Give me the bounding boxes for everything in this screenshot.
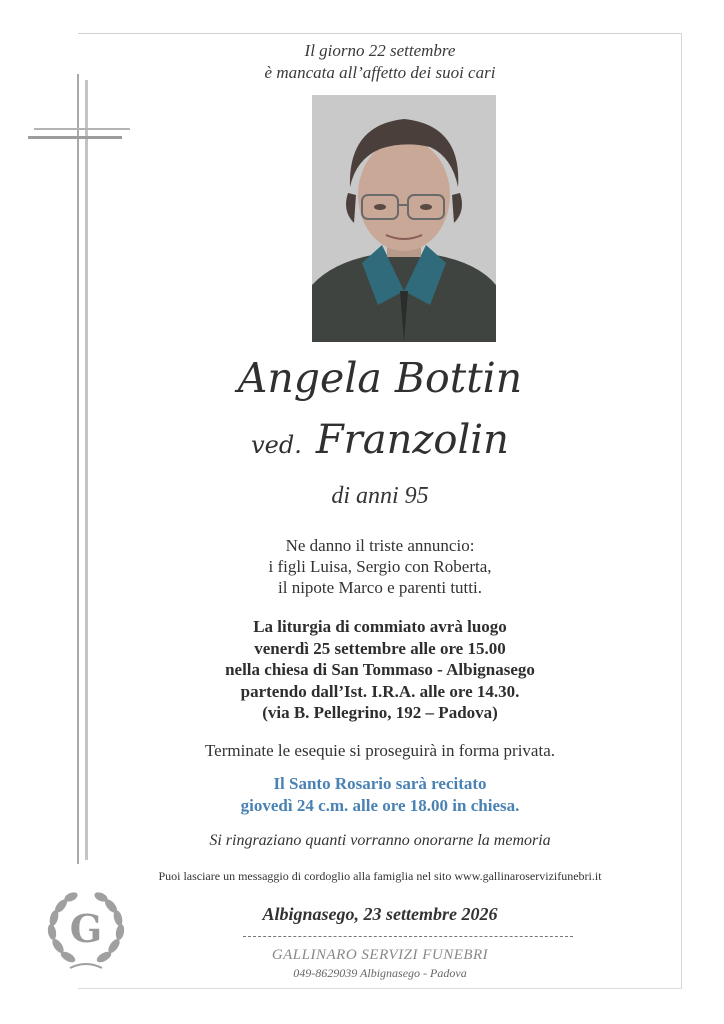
deceased-name: Angela Bottin <box>237 354 523 402</box>
liturgy-line: La liturgia di commiato avrà luogo <box>253 617 507 636</box>
dashed-divider <box>243 936 573 937</box>
cross-horizontal-bar <box>34 128 130 130</box>
cross-vertical-bar <box>77 74 79 864</box>
married-name: Franzolin <box>315 417 509 463</box>
laurel-wreath-icon <box>40 884 132 976</box>
intro-line: è mancata all’affetto dei suoi cari <box>264 63 496 82</box>
liturgy-line: (via B. Pellegrino, 192 – Padova) <box>262 703 498 722</box>
cross-horizontal-bar-shadow <box>28 136 122 139</box>
announcement-line: il nipote Marco e parenti tutti. <box>278 578 482 597</box>
thanks-text: Si ringraziano quanti vorranno onorarne la memoria <box>209 832 551 849</box>
announcement-line: i figli Luisa, Sergio con Roberta, <box>268 557 492 576</box>
portrait-photo <box>312 95 496 342</box>
portrait-illustration <box>312 95 496 342</box>
frame-top-border <box>78 33 682 34</box>
frame-right-border <box>681 33 682 988</box>
announcement-line: Ne danno il triste annuncio: <box>285 536 475 555</box>
company-logo-icon <box>40 884 132 976</box>
rosary-block <box>80 773 680 817</box>
liturgy-line: venerdì 25 settembre alle ore 15.00 <box>254 638 506 658</box>
company-contact: 049-8629039 Albignasego - Padova <box>293 966 467 980</box>
logo-letter: G <box>69 906 103 951</box>
rosary-line: giovedì 24 c.m. alle ore 18.00 in chiesa. <box>240 796 520 815</box>
rosary-line: Il Santo Rosario sarà recitato <box>273 774 487 793</box>
private-note: Terminate le esequie si proseguirà in forma privata. <box>204 741 555 760</box>
liturgy-block <box>80 616 680 724</box>
intro-line: Il giorno 22 settembre <box>304 41 456 60</box>
liturgy-line: nella chiesa di San Tommaso - Albignasego <box>225 660 535 679</box>
frame-bottom-border <box>78 988 682 989</box>
company-name: GALLINARO SERVIZI FUNEBRI <box>271 947 489 963</box>
condolence-message: Puoi lasciare un messaggio di cordoglio alla famiglia nel sito www.gallinaroservizifunebri.it <box>158 869 602 883</box>
widow-prefix: ved. <box>251 431 302 459</box>
married-name-line <box>80 416 680 469</box>
announcement-block <box>80 535 680 598</box>
place-date: Albignasego, 23 settembre 2026 <box>262 904 498 924</box>
age-text: di anni 95 <box>331 483 429 509</box>
intro-text <box>80 40 680 84</box>
liturgy-line: partendo dall’Ist. I.R.A. alle ore 14.30. <box>240 681 520 701</box>
